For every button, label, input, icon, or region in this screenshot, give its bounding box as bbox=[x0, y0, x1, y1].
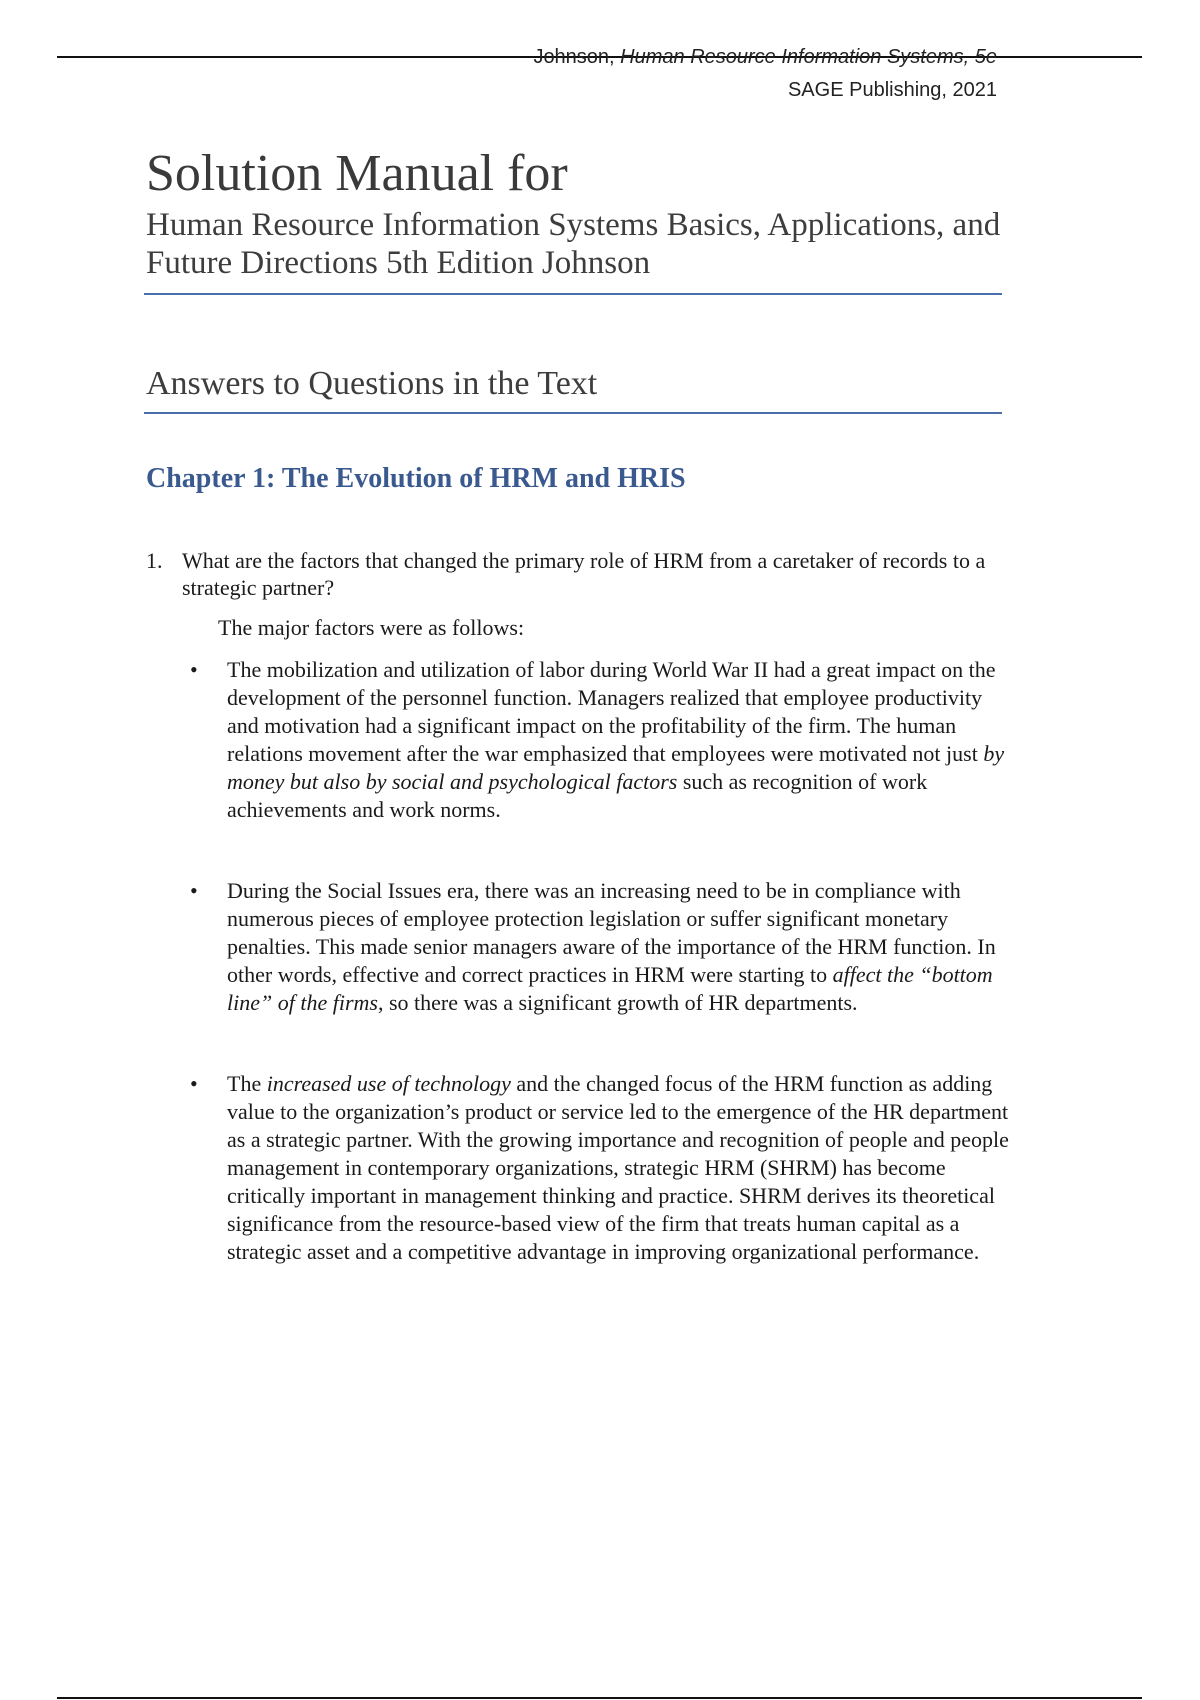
bullet-marker: • bbox=[190, 657, 198, 682]
answer-intro: The major factors were as follows: bbox=[218, 615, 525, 640]
chapter-title: Chapter 1: The Evolution of HRM and HRIS bbox=[146, 463, 686, 494]
answer-bullet-2 bbox=[190, 877, 1010, 1017]
bullet-text: The mobilization and utilization of labor during World War II had a great impact on the development of the personnel function. Managers realized that employee productivity and motivation had a significant impact on the profitability of the firm. The human relations movement after the war emphasized that employees were motivated not just by money but also by social and psychological factors such as recognition of work achievements and work norms. bbox=[227, 657, 1005, 822]
answer-bullet-1 bbox=[190, 656, 1010, 824]
running-header-author: Johnson, bbox=[533, 46, 621, 68]
running-header-publisher: SAGE Publishing, 2021 bbox=[787, 79, 997, 101]
section-rule bbox=[144, 412, 1002, 414]
title-rule bbox=[144, 293, 1002, 295]
question-text: What are the factors that changed the primary role of HRM from a caretaker of records to a strategic partner? bbox=[182, 548, 986, 600]
running-header-book bbox=[533, 46, 997, 69]
answer-bullet-3 bbox=[190, 1070, 1010, 1266]
document-subtitle: Human Resource Information Systems Basics, Applications, and Future Directions 5th Edition Johnson bbox=[146, 207, 1001, 281]
section-title: Answers to Questions in the Text bbox=[146, 365, 598, 402]
footer-rule bbox=[57, 1697, 1142, 1699]
document-title: Solution Manual for bbox=[146, 145, 568, 202]
running-header-book-title: Human Resource Information Systems, 5e bbox=[620, 46, 997, 68]
bullet-marker: • bbox=[190, 1071, 198, 1096]
question-1 bbox=[146, 547, 1006, 601]
bullet-text: During the Social Issues era, there was an increasing need to be in compliance with numerous pieces of employee protection legislation or suffer significant monetary penalties. This made senior managers aware of the importance of the HRM function. In other words, effective and correct practices in HRM were starting to affect the “bottom line” of the firms, so there was a significant growth of HR departments. bbox=[227, 878, 996, 1015]
bullet-text: The increased use of technology and the changed focus of the HRM function as adding value to the organization’s product or service led to the emergence of the HR department as a strategic partner. With the growing importance and recognition of people and people management in contemporary organizations, strategic HRM (SHRM) has become critically important in management thinking and practice. SHRM derives its theoretical significance from the resource-based view of the firm that treats human capital as a strategic asset and a competitive advantage in improving organizational performance. bbox=[227, 1071, 1009, 1264]
bullet-marker: • bbox=[190, 878, 198, 903]
question-number: 1. bbox=[146, 548, 163, 573]
